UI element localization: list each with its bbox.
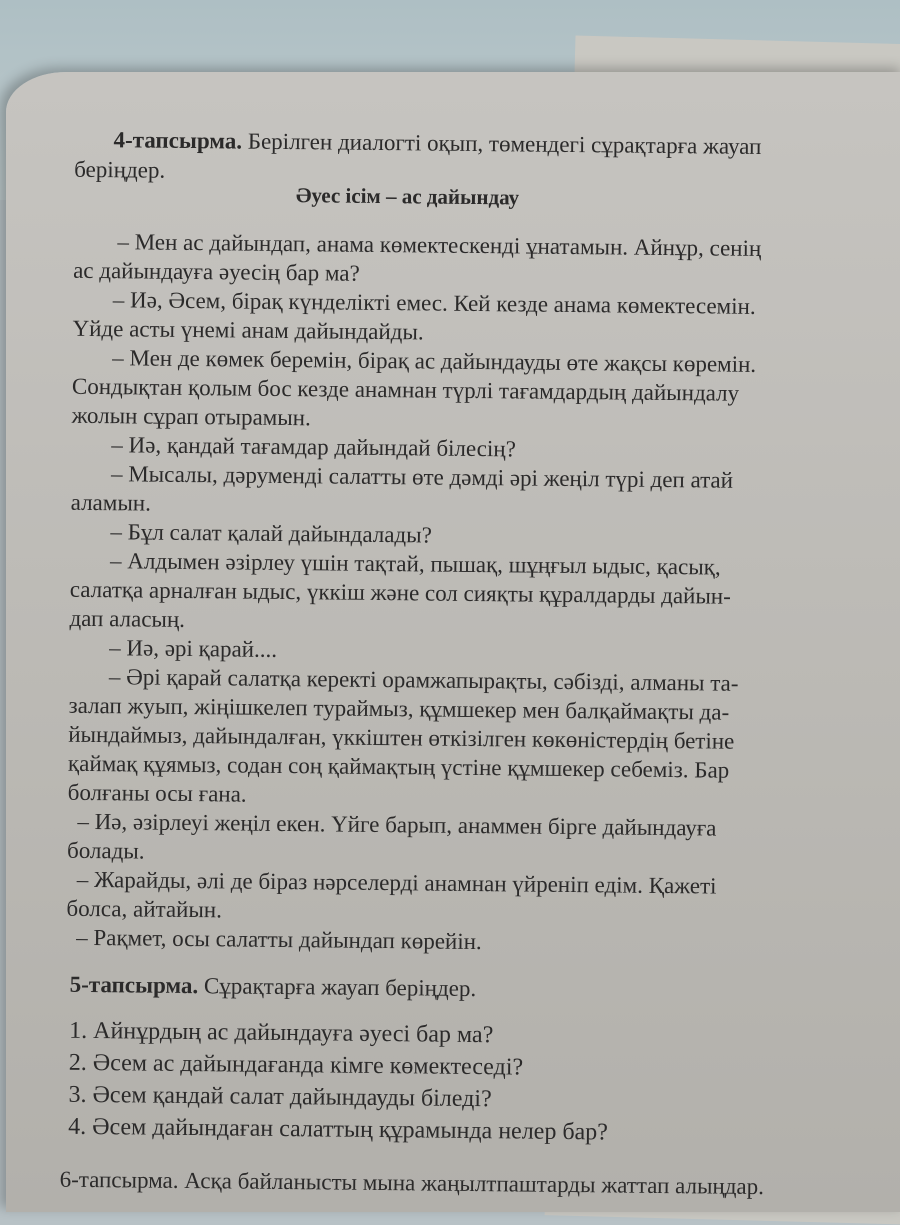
dialogue-line: – Мен ас дайындап, анама көмектескенді ұнатамын. Айнұр, сенің (117, 229, 762, 261)
dialogue-line: – Әрі қарай салатқа керекті орамжапырақты, сәбізді, алманы та- (108, 664, 739, 696)
question-item: 2. Әсем ас дайындағанда кімге көмектеседі? (68, 1049, 524, 1081)
dialogue-line: қаймақ құямыз, содан соң қаймақтың үстіне құмшекер себеміз. Бар (67, 750, 730, 783)
dialogue-line: – Иә, Әсем, бірақ күнделікті емес. Кей кезде анама көмектесемін. (112, 287, 756, 319)
task4-instruction-1: Берілген диалогті оқып, төмендегі сұрақтарға жауап (247, 128, 762, 159)
dialogue-line: – Бұл салат қалай дайындалады? (110, 519, 433, 548)
dialogue-line: ас дайындауға әуесің бар ма? (73, 257, 360, 286)
task5-header (70, 971, 477, 1003)
dialogue-title: Әуес ісім – ас дайындау (295, 183, 520, 210)
dialogue-line: Сондықтан қолым бос кезде анамнан түрлі тағамдардың дайындалу (71, 373, 740, 406)
dialogue-line: – Алдымен әзірлеу үшін тақтай, пышақ, шұңғыл ыдыс, қасық, (110, 548, 721, 580)
task4-header (113, 126, 761, 161)
question-item: 3. Әсем қандай салат дайындауды біледі? (68, 1081, 492, 1113)
dialogue-line: дап аласың. (69, 605, 186, 632)
dialogue-line: салатқа арналған ыдыс, үккіш және сол сияқты құралдарды дайын- (69, 576, 731, 609)
dialogue-line: – Жарайды, әлі де біраз нәрселерді анамнан үйреніп едім. Қажеті (76, 866, 717, 899)
dialogue-line: жолын сұрап отырамын. (71, 402, 311, 431)
question-item: 1. Айнұрдың ас дайындауға әуесі бар ма? (69, 1017, 494, 1049)
dialogue-line: – Иә, әзірлеуі жеңіл екен. Үйге барып, анаммен бірге дайындауға (77, 808, 717, 841)
dialogue-line: Үйде асты үнемі анам дайындайды. (72, 315, 424, 345)
dialogue-line: – Иә, қандай тағамдар дайындай білесің? (111, 432, 517, 462)
dialogue-line: залап жуып, жіңішкелеп тураймыз, құмшекер мен балқаймақты да- (68, 692, 730, 725)
task5-heading: 5-тапсырма. (69, 971, 199, 999)
dialogue-line: болғаны осы ғана. (67, 779, 247, 807)
dialogue-line: йындаймыз, дайындалған, үккіштен өткізілген көкөністердің бетіне (68, 721, 735, 754)
task4-heading: 4-тапсырма. (113, 127, 243, 154)
task4-instruction-2: беріңдер. (74, 156, 166, 183)
dialogue-line: болады. (66, 837, 145, 864)
dialogue-line: – Мен де көмек беремін, бірақ ас дайындауды өте жақсы көремін. (112, 345, 757, 377)
dialogue-line: – Рақмет, осы салатты дайындап көрейін. (76, 924, 482, 955)
dialogue-line: болса, айтайын. (66, 895, 223, 923)
task6-partial-line: 6-тапсырма. Асқа байланысты мына жаңылтпаштарды жаттап алыңдар. (59, 1166, 765, 1200)
task5-instruction: Сұрақтарға жауап беріңдер. (203, 973, 477, 1002)
question-item: 4. Әсем дайындаған салаттың құрамында нелер бар? (68, 1113, 609, 1146)
dialogue-line: – Мысалы, дәруменді салатты өте дәмді әрі жеңіл түрі деп атай (110, 461, 734, 493)
dialogue-line: – Иә, әрі қарай.... (109, 635, 278, 662)
dialogue-line: аламын. (70, 489, 152, 516)
